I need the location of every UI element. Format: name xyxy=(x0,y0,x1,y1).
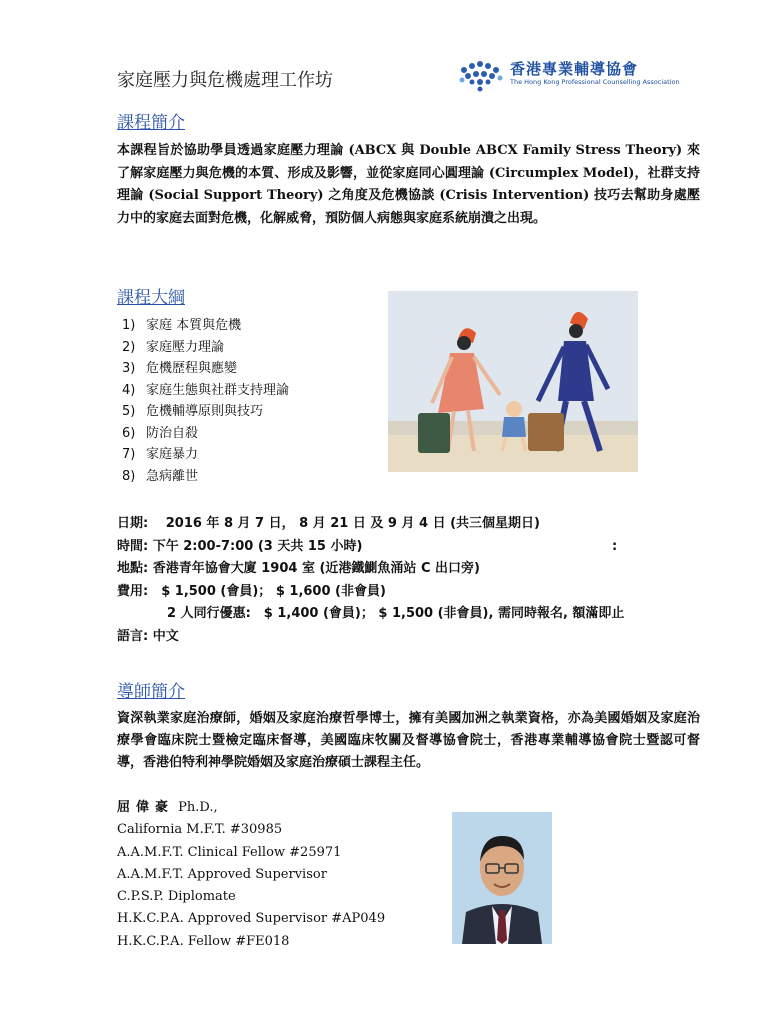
credential-item: A.A.M.F.T. Clinical Fellow #25971 xyxy=(117,844,342,860)
instructor-name: 屈偉豪 xyxy=(117,800,175,815)
instructor-photo xyxy=(452,812,552,944)
list-item: 2) 家庭壓力理論 xyxy=(122,339,225,355)
detail-venue: 地點: 香港青年協會大廈 1904 室 (近港鐵鰂魚涌站 C 出口旁) xyxy=(117,561,480,576)
course-details xyxy=(117,513,717,648)
list-item: 8) 急病離世 xyxy=(122,468,199,484)
list-item: 7) 家庭暴力 xyxy=(122,447,199,462)
credential-item: C.P.S.P. Diplomate xyxy=(117,889,236,905)
list-item: 4) 家庭生態與社群支持理論 xyxy=(122,382,290,398)
detail-fee: 費用: $ 1,500 (會員)； $ 1,600 (非會員) xyxy=(117,583,386,599)
list-item: 1) 家庭 本質與危機 xyxy=(122,318,242,333)
instructor-heading: 導師簡介 xyxy=(117,682,185,702)
credential-item: H.K.C.P.A. Fellow #FE018 xyxy=(117,933,290,949)
instructor-credentials xyxy=(117,797,385,953)
logo-dots-icon xyxy=(458,58,508,94)
detail-time-row xyxy=(117,536,717,559)
detail-time-colon: : xyxy=(612,538,618,554)
credential-item: California M.F.T. #30985 xyxy=(117,822,283,838)
list-item: 5) 危機輔導原則與技巧 xyxy=(122,404,264,419)
logo-chinese-name: 香港專業輔導協會 xyxy=(510,60,639,78)
outline-heading: 課程大綱 xyxy=(117,288,185,308)
instructor-name-line: 屈偉豪 Ph.D., xyxy=(117,800,218,815)
intro-heading: 課程簡介 xyxy=(117,113,185,133)
detail-time: 時間: 下午 2:00-7:00 (3 天共 15 小時) xyxy=(117,538,363,554)
list-item: 6) 防治自殺 xyxy=(122,425,199,441)
outline-list xyxy=(122,315,289,487)
instructor-bio: 資深執業家庭治療師，婚姻及家庭治療哲學博士，擁有美國加洲之執業資格，亦為美國婚姻及家庭治療學會臨床院士暨檢定臨床督導，美國臨床牧關及督導協會院士，香港專業輔導協會院士暨認可督導，香港伯特利神學院婚姻及家庭治療碩士課程主任。 xyxy=(117,711,700,770)
document-title: 家庭壓力與危機處理工作坊 xyxy=(117,70,333,91)
family-conflict-illustration xyxy=(388,291,638,472)
list-item: 3) 危機歷程與應變 xyxy=(122,361,238,376)
intro-paragraph: 本課程旨於協助學員透過家庭壓力理論 (ABCX 與 Double ABCX Family Stress Theory) 來了解家庭壓力與危機的本質、形成及影響，並從家庭同心圓理論 (Circumplex Model)，社群支持理論 (Social Support Theory) 之角度及危機協談 (Crisis Intervention) 技巧去幫助身處壓力中的家庭去面對危機，化解威脅，預防個人病態與家庭系統崩潰之出現。 xyxy=(117,143,700,226)
detail-date: 日期: 2016 年 8 月 7 日， 8 月 21 日 及 9 月 4 日 (共三個星期日) xyxy=(117,516,540,531)
detail-language: 語言: 中文 xyxy=(117,628,179,644)
credential-item: A.A.M.F.T. Approved Supervisor xyxy=(117,866,327,882)
detail-group-offer: 2 人同行優惠: $ 1,400 (會員)； $ 1,500 (非會員), 需同時報名, 額滿即止 xyxy=(167,606,625,621)
association-logo xyxy=(458,58,680,94)
credential-item: H.K.C.P.A. Approved Supervisor #AP049 xyxy=(117,911,386,927)
logo-english-name: The Hong Kong Professional Counselling Association xyxy=(510,78,680,86)
